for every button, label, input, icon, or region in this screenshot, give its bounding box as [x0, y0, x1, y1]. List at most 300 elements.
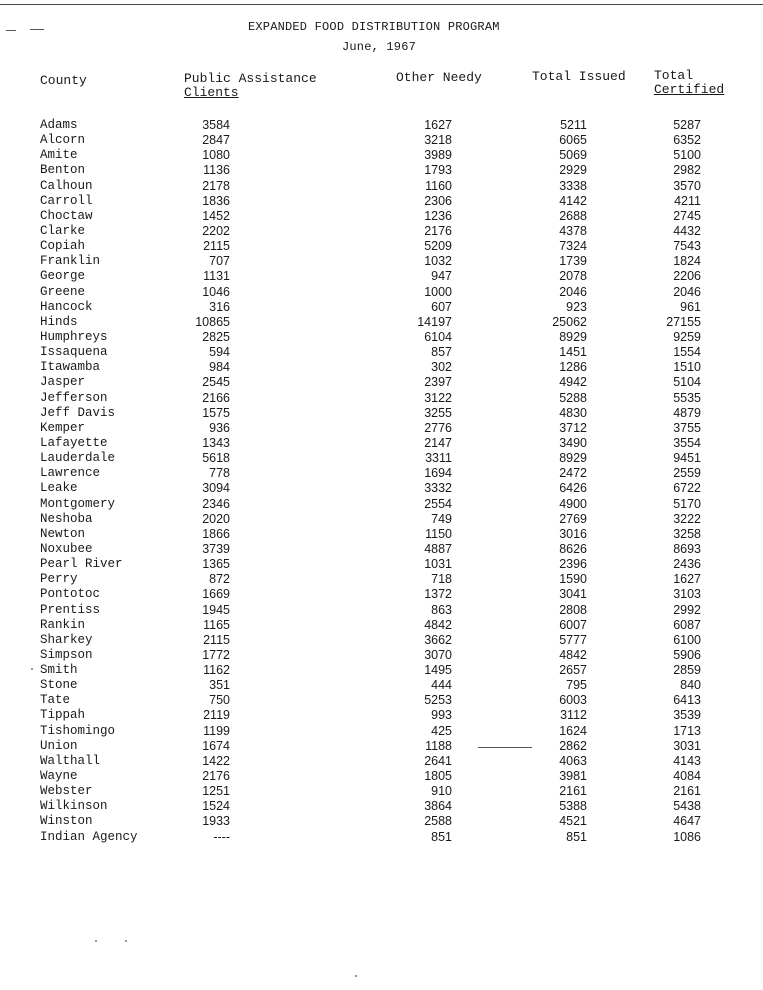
public-assistance-cell: 1165	[203, 617, 230, 632]
other-needy-cell: 993	[431, 708, 452, 723]
other-needy-cell: 2641	[424, 753, 452, 768]
document-date: June, 1967	[342, 40, 417, 54]
table-row	[0, 557, 763, 572]
county-cell: Prentiss	[40, 602, 101, 617]
public-assistance-cell: 1131	[203, 269, 230, 284]
table-row	[0, 421, 763, 436]
public-assistance-cell: 1575	[202, 405, 230, 420]
total-issued-cell: 4142	[559, 193, 587, 208]
public-assistance-cell: 3739	[202, 541, 230, 556]
public-assistance-cell: 936	[209, 420, 230, 435]
header-other-needy: Other Needy	[396, 70, 482, 85]
table-row	[0, 648, 763, 663]
table-row	[0, 345, 763, 360]
other-needy-cell: 1627	[424, 118, 452, 132]
county-cell: Humphreys	[40, 329, 108, 344]
public-assistance-cell: 1524	[202, 799, 230, 814]
total-certified-cell: 3539	[673, 708, 701, 723]
public-assistance-cell: 1251	[202, 784, 230, 799]
public-assistance-cell: 1046	[202, 284, 230, 299]
county-cell: Neshoba	[40, 511, 93, 526]
other-needy-cell: 2776	[424, 420, 452, 435]
other-needy-cell: 425	[431, 723, 452, 738]
total-issued-cell: 2929	[559, 163, 587, 178]
county-cell: Jefferson	[40, 390, 108, 405]
total-certified-cell: 2436	[673, 557, 701, 572]
county-cell: Walthall	[40, 753, 101, 768]
other-needy-cell: 1793	[424, 163, 452, 178]
table-row	[0, 481, 763, 496]
total-issued-cell: 25062	[552, 314, 587, 329]
other-needy-cell: 1694	[424, 466, 452, 481]
total-issued-cell: 3490	[559, 435, 587, 450]
table-row	[0, 179, 763, 194]
scan-mark	[478, 747, 532, 748]
other-needy-cell: 2397	[424, 375, 452, 390]
county-cell: Alcorn	[40, 133, 86, 148]
total-issued-cell: 2769	[559, 511, 587, 526]
table-row	[0, 784, 763, 799]
total-issued-cell: 2808	[559, 602, 587, 617]
other-needy-cell: 1495	[424, 663, 452, 678]
county-cell: Tippah	[40, 708, 86, 723]
public-assistance-cell: 1080	[202, 148, 230, 163]
total-certified-cell: 840	[680, 678, 701, 693]
table-row	[0, 239, 763, 254]
total-certified-cell: 5287	[673, 118, 701, 132]
table-row	[0, 587, 763, 602]
county-cell: Lauderdale	[40, 451, 116, 466]
county-cell: Clarke	[40, 223, 86, 238]
scan-speck	[95, 940, 97, 942]
other-needy-cell: 4842	[424, 617, 452, 632]
total-issued-cell: 851	[566, 829, 587, 844]
public-assistance-cell: 750	[209, 693, 230, 708]
header-county: County	[40, 73, 87, 88]
county-cell: Benton	[40, 163, 86, 178]
table-row	[0, 497, 763, 512]
total-certified-cell: 8693	[673, 541, 701, 556]
public-assistance-cell: ----	[213, 829, 230, 844]
county-cell: Winston	[40, 814, 93, 829]
document-title: EXPANDED FOOD DISTRIBUTION PROGRAM	[248, 20, 500, 34]
table-row	[0, 118, 763, 133]
other-needy-cell: 3662	[424, 632, 452, 647]
other-needy-cell: 302	[431, 360, 452, 375]
total-issued-cell: 923	[566, 299, 587, 314]
county-cell: Tishomingo	[40, 723, 116, 738]
total-issued-cell: 7324	[559, 239, 587, 254]
public-assistance-cell: 351	[209, 678, 230, 693]
total-certified-cell: 4143	[673, 753, 701, 768]
other-needy-cell: 2176	[424, 223, 452, 238]
total-issued-cell: 5388	[559, 799, 587, 814]
public-assistance-cell: 2847	[202, 133, 230, 148]
total-issued-cell: 4942	[559, 375, 587, 390]
table-row	[0, 754, 763, 769]
total-issued-cell: 4063	[559, 753, 587, 768]
total-certified-cell: 1086	[673, 829, 701, 844]
county-cell: Rankin	[40, 617, 86, 632]
total-certified-cell: 9451	[673, 451, 701, 466]
public-assistance-cell: 2115	[203, 239, 230, 254]
total-issued-cell: 2078	[559, 269, 587, 284]
table-row	[0, 633, 763, 648]
county-cell: Smith	[40, 663, 78, 678]
total-issued-cell: 8929	[559, 329, 587, 344]
total-certified-cell: 961	[680, 299, 701, 314]
header-total-certified	[654, 69, 724, 97]
total-issued-cell: 3981	[559, 769, 587, 784]
total-certified-cell: 1510	[673, 360, 701, 375]
public-assistance-cell: 1365	[202, 557, 230, 572]
county-cell: Perry	[40, 572, 78, 587]
total-certified-cell: 4084	[673, 769, 701, 784]
total-certified-cell: 4211	[674, 193, 701, 208]
total-certified-cell: 4647	[673, 814, 701, 829]
total-certified-cell: 7543	[673, 239, 701, 254]
scan-speck	[31, 668, 33, 670]
county-cell: Pearl River	[40, 557, 123, 572]
total-certified-cell: 3222	[673, 511, 701, 526]
public-assistance-cell: 1945	[202, 602, 230, 617]
total-certified-cell: 3755	[673, 420, 701, 435]
table-row	[0, 693, 763, 708]
other-needy-cell: 2147	[424, 435, 452, 450]
total-certified-cell: 2206	[673, 269, 701, 284]
public-assistance-cell: 2178	[202, 178, 230, 193]
total-certified-cell: 2559	[673, 466, 701, 481]
other-needy-cell: 1188	[425, 738, 452, 753]
other-needy-cell: 4887	[424, 541, 452, 556]
table-row	[0, 391, 763, 406]
total-issued-cell: 1624	[559, 723, 587, 738]
public-assistance-cell: 872	[209, 572, 230, 587]
total-certified-cell: 3103	[673, 587, 701, 602]
county-cell: Copiah	[40, 239, 86, 254]
total-issued-cell: 1590	[559, 572, 587, 587]
total-issued-cell: 2688	[559, 208, 587, 223]
other-needy-cell: 3311	[425, 451, 452, 466]
public-assistance-cell: 984	[209, 360, 230, 375]
county-cell: Amite	[40, 148, 78, 163]
county-cell: Issaquena	[40, 345, 108, 360]
public-assistance-cell: 1669	[202, 587, 230, 602]
total-certified-cell: 2745	[673, 208, 701, 223]
county-cell: Union	[40, 738, 78, 753]
other-needy-cell: 14197	[417, 314, 452, 329]
total-issued-cell: 3338	[559, 178, 587, 193]
total-issued-cell: 3712	[559, 420, 587, 435]
county-cell: Hancock	[40, 299, 93, 314]
other-needy-cell: 863	[431, 602, 452, 617]
other-needy-cell: 1236	[424, 208, 452, 223]
table-row	[0, 133, 763, 148]
table-row	[0, 542, 763, 557]
other-needy-cell: 1160	[425, 178, 452, 193]
public-assistance-cell: 10865	[195, 314, 230, 329]
table-row	[0, 315, 763, 330]
county-cell: Kemper	[40, 420, 86, 435]
other-needy-cell: 5209	[424, 239, 452, 254]
other-needy-cell: 5253	[424, 693, 452, 708]
county-cell: Lafayette	[40, 435, 108, 450]
county-cell: Stone	[40, 678, 78, 693]
scan-mark	[30, 29, 44, 30]
table-row	[0, 254, 763, 269]
county-cell: Pontotoc	[40, 587, 101, 602]
other-needy-cell: 910	[431, 784, 452, 799]
other-needy-cell: 947	[431, 269, 452, 284]
other-needy-cell: 3218	[424, 133, 452, 148]
total-certified-cell: 2161	[673, 784, 701, 799]
public-assistance-cell: 2166	[202, 390, 230, 405]
public-assistance-cell: 2825	[202, 329, 230, 344]
total-issued-cell: 6007	[559, 617, 587, 632]
county-cell: Itawamba	[40, 360, 101, 375]
table-row	[0, 300, 763, 315]
table-row	[0, 163, 763, 178]
total-issued-cell: 1286	[559, 360, 587, 375]
total-issued-cell: 3016	[559, 526, 587, 541]
total-certified-cell: 3258	[673, 526, 701, 541]
table-row	[0, 663, 763, 678]
header-public-assistance-line1: Public Assistance	[184, 71, 317, 86]
total-certified-cell: 9259	[673, 329, 701, 344]
county-cell: Greene	[40, 284, 86, 299]
public-assistance-cell: 778	[209, 466, 230, 481]
total-issued-cell: 5069	[559, 148, 587, 163]
total-issued-cell: 3112	[560, 708, 587, 723]
county-cell: Lawrence	[40, 466, 101, 481]
total-certified-cell: 5100	[673, 148, 701, 163]
total-issued-cell: 2396	[559, 557, 587, 572]
table-row	[0, 209, 763, 224]
table-row	[0, 708, 763, 723]
total-issued-cell: 8626	[559, 541, 587, 556]
table-row	[0, 451, 763, 466]
total-certified-cell: 5535	[673, 390, 701, 405]
other-needy-cell: 857	[431, 345, 452, 360]
public-assistance-cell: 1674	[202, 738, 230, 753]
total-certified-cell: 1554	[673, 345, 701, 360]
total-issued-cell: 4900	[559, 496, 587, 511]
scan-speck	[125, 940, 127, 942]
public-assistance-cell: 2545	[202, 375, 230, 390]
total-certified-cell: 2992	[673, 602, 701, 617]
table-row	[0, 739, 763, 754]
other-needy-cell: 3122	[424, 390, 452, 405]
table-row	[0, 572, 763, 587]
scan-speck	[355, 975, 357, 977]
county-cell: Indian Agency	[40, 829, 138, 844]
public-assistance-cell: 1836	[202, 193, 230, 208]
public-assistance-cell: 1199	[203, 723, 230, 738]
table-row	[0, 436, 763, 451]
public-assistance-cell: 707	[209, 254, 230, 269]
scan-mark	[6, 30, 16, 31]
total-issued-cell: 4378	[559, 223, 587, 238]
total-issued-cell: 6065	[559, 133, 587, 148]
table-row	[0, 285, 763, 300]
other-needy-cell: 6104	[424, 329, 452, 344]
total-issued-cell: 4842	[559, 647, 587, 662]
other-needy-cell: 607	[431, 299, 452, 314]
other-needy-cell: 718	[431, 572, 452, 587]
public-assistance-cell: 1866	[202, 526, 230, 541]
top-rule	[0, 4, 763, 5]
public-assistance-cell: 1422	[202, 753, 230, 768]
public-assistance-cell: 1933	[202, 814, 230, 829]
total-certified-cell: 6413	[673, 693, 701, 708]
county-cell: Carroll	[40, 193, 93, 208]
other-needy-cell: 3989	[424, 148, 452, 163]
total-issued-cell: 2161	[559, 784, 587, 799]
county-cell: Jasper	[40, 375, 86, 390]
other-needy-cell: 3864	[424, 799, 452, 814]
table-row	[0, 406, 763, 421]
total-issued-cell: 795	[566, 678, 587, 693]
total-certified-cell: 3031	[673, 738, 701, 753]
county-cell: Sharkey	[40, 632, 93, 647]
table-row	[0, 618, 763, 633]
total-issued-cell: 5288	[559, 390, 587, 405]
total-certified-cell: 3554	[673, 435, 701, 450]
header-public-assistance-line2: Clients	[184, 85, 239, 100]
public-assistance-cell: 1452	[202, 208, 230, 223]
other-needy-cell: 3332	[424, 481, 452, 496]
county-cell: Tate	[40, 693, 71, 708]
other-needy-cell: 3070	[424, 647, 452, 662]
total-certified-cell: 6087	[673, 617, 701, 632]
total-certified-cell: 5104	[673, 375, 701, 390]
other-needy-cell: 3255	[424, 405, 452, 420]
table-row	[0, 466, 763, 481]
total-certified-cell: 1713	[673, 723, 701, 738]
total-issued-cell: 1451	[559, 345, 587, 360]
total-certified-cell: 6100	[673, 632, 701, 647]
total-issued-cell: 6003	[559, 693, 587, 708]
total-certified-cell: 1824	[673, 254, 701, 269]
county-cell: Montgomery	[40, 496, 116, 511]
table-row	[0, 678, 763, 693]
public-assistance-cell: 2176	[202, 769, 230, 784]
total-certified-cell: 2982	[673, 163, 701, 178]
public-assistance-cell: 2119	[203, 708, 230, 723]
county-cell: Wilkinson	[40, 799, 108, 814]
county-cell: Jeff Davis	[40, 405, 116, 420]
other-needy-cell: 1000	[424, 284, 452, 299]
county-cell: Calhoun	[40, 178, 93, 193]
county-cell: George	[40, 269, 86, 284]
county-cell: Noxubee	[40, 541, 93, 556]
public-assistance-cell: 316	[209, 299, 230, 314]
county-cell: Wayne	[40, 769, 78, 784]
header-total-issued: Total Issued	[532, 69, 626, 84]
total-certified-cell: 5170	[673, 496, 701, 511]
other-needy-cell: 1805	[424, 769, 452, 784]
total-issued-cell: 5777	[559, 632, 587, 647]
county-cell: Hinds	[40, 314, 78, 329]
public-assistance-cell: 2202	[202, 223, 230, 238]
public-assistance-cell: 2020	[202, 511, 230, 526]
total-certified-cell: 6722	[673, 481, 701, 496]
other-needy-cell: 444	[431, 678, 452, 693]
table-row	[0, 830, 763, 845]
table-row	[0, 360, 763, 375]
data-table-body	[0, 118, 763, 845]
public-assistance-cell: 1162	[203, 663, 230, 678]
other-needy-cell: 1031	[424, 557, 452, 572]
total-certified-cell: 6352	[673, 133, 701, 148]
table-row	[0, 269, 763, 284]
other-needy-cell: 2588	[424, 814, 452, 829]
table-row	[0, 375, 763, 390]
total-certified-cell: 2046	[673, 284, 701, 299]
header-public-assistance	[184, 72, 317, 100]
total-certified-cell: 2859	[673, 663, 701, 678]
total-issued-cell: 1739	[559, 254, 587, 269]
total-issued-cell: 4830	[559, 405, 587, 420]
county-cell: Simpson	[40, 647, 93, 662]
other-needy-cell: 749	[431, 511, 452, 526]
total-certified-cell: 5906	[673, 647, 701, 662]
header-total-certified-line1: Total	[654, 68, 694, 83]
total-issued-cell: 3041	[559, 587, 587, 602]
table-row	[0, 194, 763, 209]
total-issued-cell: 2657	[559, 663, 587, 678]
table-row	[0, 814, 763, 829]
table-row	[0, 330, 763, 345]
county-cell: Webster	[40, 784, 93, 799]
public-assistance-cell: 5618	[202, 451, 230, 466]
public-assistance-cell: 594	[209, 345, 230, 360]
county-cell: Newton	[40, 526, 86, 541]
table-row	[0, 224, 763, 239]
public-assistance-cell: 2346	[202, 496, 230, 511]
total-issued-cell: 2472	[559, 466, 587, 481]
table-row	[0, 527, 763, 542]
county-cell: Choctaw	[40, 208, 93, 223]
public-assistance-cell: 1772	[202, 647, 230, 662]
total-issued-cell: 4521	[559, 814, 587, 829]
table-row	[0, 724, 763, 739]
total-issued-cell: 2862	[559, 738, 587, 753]
table-row	[0, 799, 763, 814]
other-needy-cell: 851	[431, 829, 452, 844]
total-certified-cell: 1627	[673, 572, 701, 587]
other-needy-cell: 2554	[424, 496, 452, 511]
total-certified-cell: 27155	[666, 314, 701, 329]
other-needy-cell: 1372	[424, 587, 452, 602]
public-assistance-cell: 1343	[202, 435, 230, 450]
total-issued-cell: 2046	[559, 284, 587, 299]
table-row	[0, 769, 763, 784]
total-certified-cell: 4432	[673, 223, 701, 238]
table-row	[0, 148, 763, 163]
public-assistance-cell: 3094	[202, 481, 230, 496]
other-needy-cell: 2306	[424, 193, 452, 208]
public-assistance-cell: 2115	[203, 632, 230, 647]
total-issued-cell: 8929	[559, 451, 587, 466]
public-assistance-cell: 3584	[202, 118, 230, 132]
county-cell: Leake	[40, 481, 78, 496]
total-certified-cell: 5438	[673, 799, 701, 814]
public-assistance-cell: 1136	[203, 163, 230, 178]
other-needy-cell: 1150	[425, 526, 452, 541]
table-row	[0, 512, 763, 527]
total-issued-cell: 5211	[560, 118, 587, 132]
